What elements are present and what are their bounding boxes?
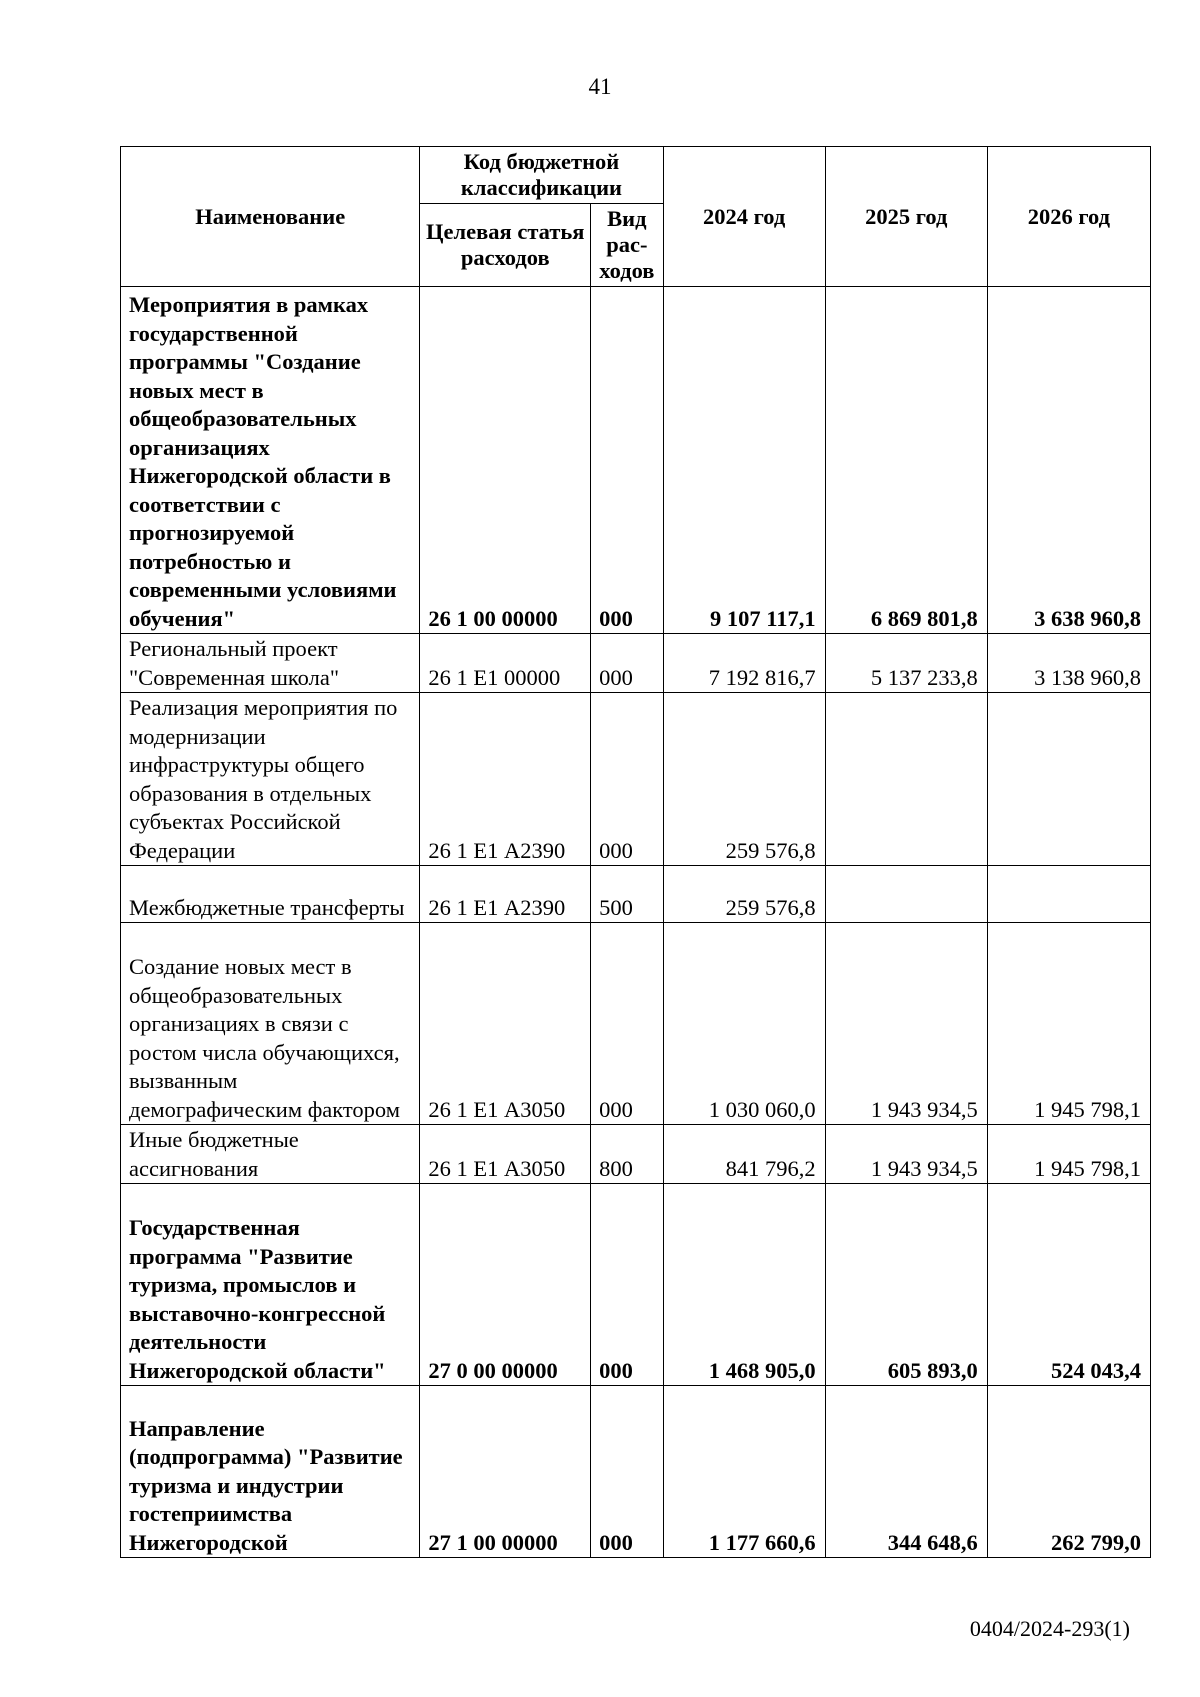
- header-target-article: Целевая статья расходов: [420, 204, 591, 287]
- row-target-article: 27 1 00 00000: [420, 1386, 591, 1558]
- row-expense-type: 000: [591, 923, 663, 1125]
- row-expense-type: 000: [591, 1184, 663, 1386]
- table-row: [121, 693, 1151, 866]
- row-2025: 344 648,6: [825, 1386, 987, 1558]
- table-row: [121, 1386, 1151, 1558]
- row-expense-type: 000: [591, 693, 663, 866]
- table-row: [121, 634, 1151, 693]
- row-2025: 605 893,0: [825, 1184, 987, 1386]
- row-2025: [825, 866, 987, 923]
- budget-table: [120, 146, 1151, 1558]
- row-name: Создание новых мест в общеобразовательных организациях в связи с ростом числа обучающихся, вызванным демографическим фактором: [121, 923, 420, 1125]
- row-2025: 1 943 934,5: [825, 923, 987, 1125]
- row-2024: 7 192 816,7: [663, 634, 825, 693]
- row-expense-type: 800: [591, 1125, 663, 1184]
- row-2026: 262 799,0: [987, 1386, 1150, 1558]
- table-row: [121, 923, 1151, 1125]
- row-2024: 259 576,8: [663, 866, 825, 923]
- document-code: 0404/2024-293(1): [969, 1616, 1130, 1641]
- row-name: Мероприятия в рамках государственной программы "Создание новых мест в общеобразовательных организациях Нижегородской области в соответствии с прогнозируемой потребностью и современными условиями обучения": [121, 287, 420, 634]
- header-2025: 2025 год: [825, 147, 987, 287]
- table-row: [121, 1125, 1151, 1184]
- row-2024: 259 576,8: [663, 693, 825, 866]
- row-2026: [987, 866, 1150, 923]
- table-row: [121, 1184, 1151, 1386]
- row-expense-type: 500: [591, 866, 663, 923]
- row-target-article: 26 1 Е1 А3050: [420, 1125, 591, 1184]
- row-expense-type: 000: [591, 634, 663, 693]
- row-target-article: 27 0 00 00000: [420, 1184, 591, 1386]
- header-2024: 2024 год: [663, 147, 825, 287]
- row-2026: 1 945 798,1: [987, 1125, 1150, 1184]
- table-row: [121, 866, 1151, 923]
- row-name: Реализация мероприятия по модернизации инфраструктуры общего образования в отдельных субъектах Российской Федерации: [121, 693, 420, 866]
- row-name: Межбюджетные трансферты: [121, 866, 420, 923]
- row-2025: 5 137 233,8: [825, 634, 987, 693]
- row-2025: 6 869 801,8: [825, 287, 987, 634]
- header-2026: 2026 год: [987, 147, 1150, 287]
- row-2024: 1 468 905,0: [663, 1184, 825, 1386]
- header-expense-type: Вид рас- ходов: [591, 204, 663, 287]
- row-name: Иные бюджетные ассигнования: [121, 1125, 420, 1184]
- row-2024: 841 796,2: [663, 1125, 825, 1184]
- row-name: Направление (подпрограмма) "Развитие туризма и индустрии гостеприимства Нижегородской: [121, 1386, 420, 1558]
- row-2026: 3 638 960,8: [987, 287, 1150, 634]
- row-name: Региональный проект "Современная школа": [121, 634, 420, 693]
- row-2026: 1 945 798,1: [987, 923, 1150, 1125]
- row-2025: 1 943 934,5: [825, 1125, 987, 1184]
- row-name: Государственная программа "Развитие туризма, промыслов и выставочно-конгрессной деятельности Нижегородской области": [121, 1184, 420, 1386]
- row-target-article: 26 1 00 00000: [420, 287, 591, 634]
- row-target-article: 26 1 Е1 А2390: [420, 693, 591, 866]
- row-target-article: 26 1 Е1 А3050: [420, 923, 591, 1125]
- row-2024: 1 177 660,6: [663, 1386, 825, 1558]
- row-2024: 1 030 060,0: [663, 923, 825, 1125]
- header-budget-classification: Код бюджетной классификации: [420, 147, 663, 204]
- row-2024: 9 107 117,1: [663, 287, 825, 634]
- row-target-article: 26 1 Е1 00000: [420, 634, 591, 693]
- row-2025: [825, 693, 987, 866]
- page-number: 41: [588, 74, 612, 99]
- row-2026: 524 043,4: [987, 1184, 1150, 1386]
- row-target-article: 26 1 Е1 А2390: [420, 866, 591, 923]
- row-2026: [987, 693, 1150, 866]
- row-2026: 3 138 960,8: [987, 634, 1150, 693]
- row-expense-type: 000: [591, 1386, 663, 1558]
- row-expense-type: 000: [591, 287, 663, 634]
- header-name: Наименование: [121, 147, 420, 287]
- table-row: [121, 287, 1151, 634]
